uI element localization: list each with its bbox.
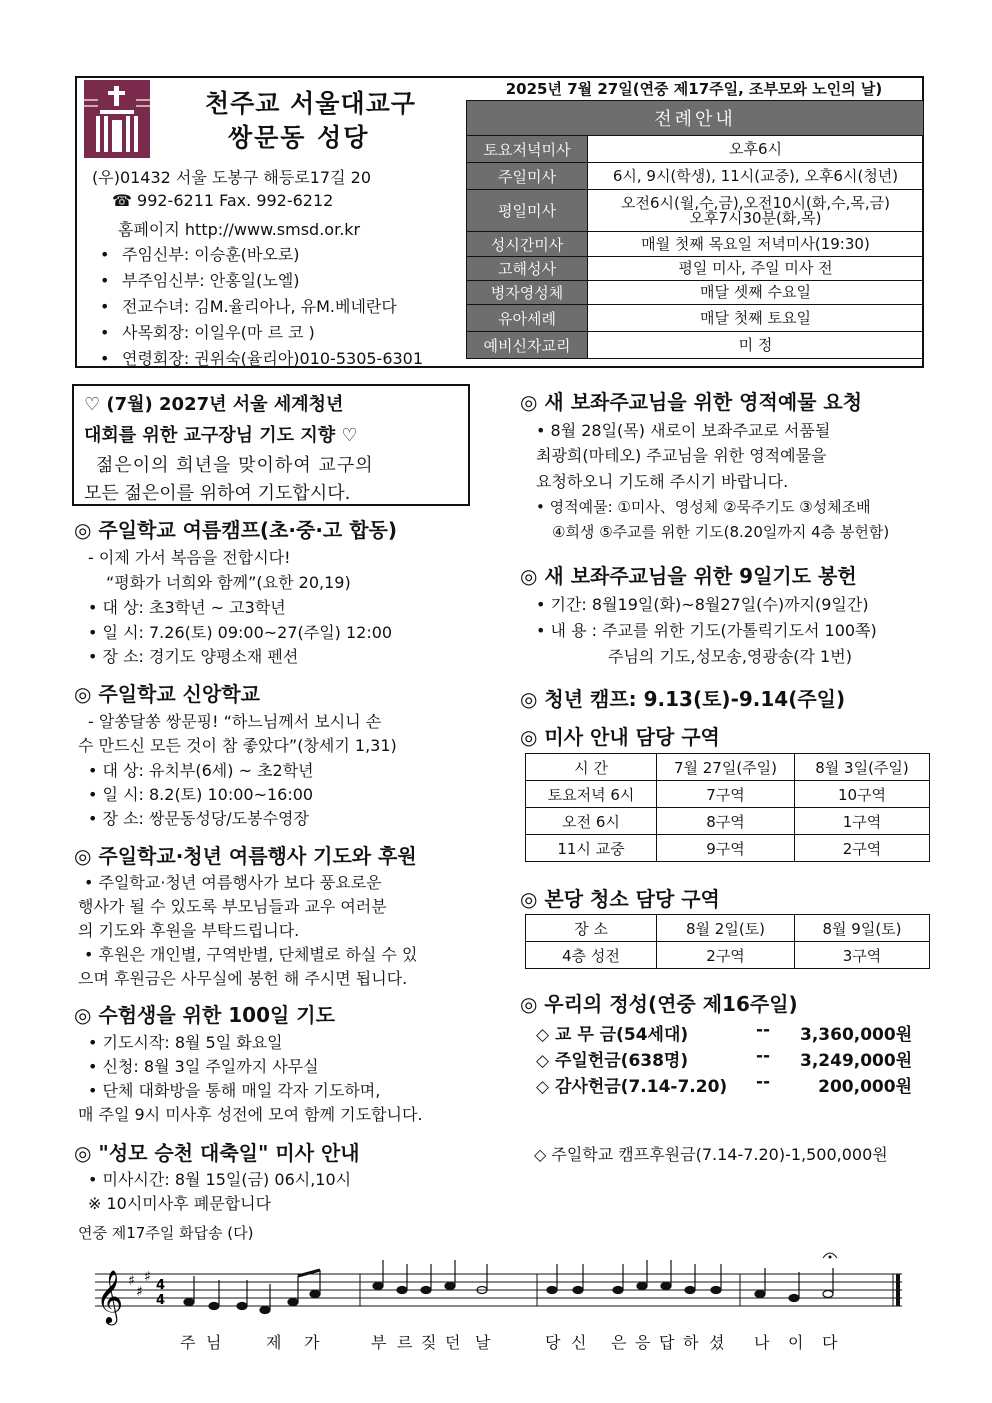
prayer-intention-title: 대회를 위한 교구장님 기도 지향 ♡ <box>84 425 358 446</box>
section-line: • 대 상: 초3학년 ~ 고3학년 <box>88 598 286 617</box>
homepage: 홈페이지 http://www.smsd.or.kr <box>118 220 361 239</box>
section-line: • 기간: 8월19일(화)~8월27일(수)까지(9일간) <box>536 595 869 614</box>
svg-text:♯: ♯ <box>144 1269 151 1285</box>
offering-amount: 3,360,000원 <box>800 1025 913 1045</box>
section-line: - 이제 가서 복음을 전합시다! <box>88 548 291 567</box>
lyric-syllable: 날 <box>475 1333 491 1352</box>
lyric-syllable: 가 <box>304 1333 320 1352</box>
staff-item: • 연령회장: 권위숙(율리아)010-5305-6301 <box>100 349 424 368</box>
liturgy-value: 매달 첫째 토요일 <box>588 305 924 332</box>
section-line: • 신청: 8월 3일 주일까지 사무실 <box>88 1057 319 1076</box>
section-title: ◎ 주일학교 여름캠프(초·중·고 합동) <box>74 518 397 542</box>
section-title: ◎ 수험생을 위한 100일 기도 <box>74 1003 335 1027</box>
section-title: ◎ 청년 캠프: 9.13(토)-9.14(주일) <box>520 687 846 711</box>
parish-title-name: 쌍문동 성당 <box>228 123 370 152</box>
section-line: • 대 상: 유치부(6세) ~ 초2학년 <box>88 761 314 780</box>
svg-text:♯: ♯ <box>128 1273 135 1289</box>
section-line: 매 주일 9시 미사후 성전에 모여 함께 기도합니다. <box>78 1105 423 1124</box>
table-cell: 1구역 <box>795 808 930 835</box>
offering-label: ◇ 감사헌금(7.14-7.20) <box>536 1077 728 1097</box>
section-line: 의 기도와 후원을 부탁드립니다. <box>78 921 300 940</box>
offering-amount: 3,249,000원 <box>800 1051 913 1071</box>
liturgy-value: 오후6시 <box>588 136 924 163</box>
cleaning-table <box>525 914 930 969</box>
mass-guide-table <box>525 753 930 862</box>
offering-separator: -- <box>756 1020 771 1040</box>
liturgy-label: 평일미사 <box>467 190 588 232</box>
section-line: • 일 시: 8.2(토) 10:00~16:00 <box>88 785 314 804</box>
lyric-syllable: 주 <box>180 1333 196 1352</box>
staff-item: • 주임신부: 이승훈(바오로) <box>100 245 300 264</box>
table-header: 시 간 <box>526 754 657 781</box>
section-line: • 후원은 개인별, 구역반별, 단체별로 하실 수 있 <box>84 945 418 964</box>
liturgy-heading: 전례안내 <box>467 101 924 136</box>
table-header: 7월 27일(주일) <box>657 754 795 781</box>
section-line: - 알쏭달쏭 쌍문핑! “하느님께서 보시니 손 <box>88 712 382 731</box>
lyric-syllable: 신 <box>571 1333 587 1352</box>
section-line: • 영적예물: ①미사、영성체 ②묵주기도 ③성체조배 <box>536 498 871 516</box>
staff-item: • 사목회장: 이일우(마 르 코 ) <box>100 323 315 342</box>
lyric-syllable: 답 <box>659 1333 675 1352</box>
section-title: ◎ 새 보좌주교님을 위한 영적예물 요청 <box>520 390 863 414</box>
lyric-syllable: 나 <box>754 1333 770 1352</box>
lyric-syllable: 던 <box>445 1333 461 1352</box>
liturgy-label: 주일미사 <box>467 163 588 190</box>
parish-title-diocese: 천주교 서울대교구 <box>205 89 416 118</box>
staff-item: • 전교수녀: 김M.율리아나, 유M.베네란다 <box>100 297 397 316</box>
section-line: 요청하오니 기도해 주시기 바랍니다. <box>536 472 789 491</box>
offering-label: ◇ 주일헌금(638명) <box>536 1051 689 1071</box>
table-cell: 2구역 <box>657 942 795 969</box>
prayer-intention-text: 젊은이의 희년을 맞이하여 교구의 <box>96 455 374 476</box>
section-title: ◎ 미사 안내 담당 구역 <box>520 725 720 749</box>
lyric-syllable: 짖 <box>421 1333 437 1352</box>
table-cell: 4층 성전 <box>526 942 657 969</box>
liturgy-label: 유아세례 <box>467 305 588 332</box>
liturgy-value: 매달 셋째 수요일 <box>588 281 924 305</box>
svg-text:4: 4 <box>156 1293 166 1308</box>
lyric-syllable: 셨 <box>709 1333 725 1352</box>
offering-separator: -- <box>756 1072 771 1092</box>
section-line: • 기도시작: 8월 5일 화요일 <box>88 1033 283 1052</box>
table-cell: 7구역 <box>657 781 795 808</box>
table-cell: 2구역 <box>795 835 930 862</box>
svg-text:𝄞: 𝄞 <box>96 1269 124 1323</box>
offering-label: ◇ 교 무 금(54세대) <box>536 1025 689 1045</box>
table-cell: 9구역 <box>657 835 795 862</box>
section-line: “평화가 너희와 함께”(요한 20,19) <box>106 573 351 592</box>
section-line: • 일 시: 7.26(토) 09:00~27(주일) 12:00 <box>88 623 393 642</box>
offering-amount: 200,000원 <box>818 1077 912 1097</box>
table-cell: 오전 6시 <box>526 808 657 835</box>
lyric-syllable: 제 <box>266 1333 282 1352</box>
svg-text:4: 4 <box>156 1278 166 1293</box>
lyric-syllable: 당 <box>545 1333 561 1352</box>
svg-text:♯: ♯ <box>136 1284 143 1300</box>
table-header: 장 소 <box>526 915 657 942</box>
liturgy-label: 고해성사 <box>467 257 588 281</box>
liturgy-label: 성시간미사 <box>467 232 588 257</box>
phone-fax: ☎ 992-6211 Fax. 992-6212 <box>112 191 334 210</box>
lyric-syllable: 부 <box>371 1333 387 1352</box>
lyric-syllable: 이 <box>788 1333 804 1352</box>
bulletin-date: 2025년 7월 27일(연중 제17주일, 조부모와 노인의 날) <box>505 80 883 98</box>
section-line: 주님의 기도,성모송,영광송(각 1번) <box>608 647 852 666</box>
section-line: • 장 소: 경기도 양평소재 펜션 <box>88 647 299 666</box>
psalm-title: 연중 제17주일 화답송 (다) <box>78 1224 254 1242</box>
prayer-intention-title: ♡ (7월) 2027년 서울 세계청년 <box>84 394 344 415</box>
section-line: ④희생 ⑤주교를 위한 기도(8.20일까지 4층 봉헌함) <box>552 523 890 541</box>
lyric-syllable: 다 <box>822 1333 838 1352</box>
lyric-syllable: 하 <box>683 1333 699 1352</box>
lyric-syllable: 르 <box>397 1333 413 1352</box>
section-line: • 8월 28일(목) 새로이 보좌주교로 서품될 <box>536 421 831 440</box>
section-title: ◎ 우리의 정성(연중 제16주일) <box>520 992 798 1016</box>
liturgy-value: 평일 미사, 주일 미사 전 <box>588 257 924 281</box>
section-line: • 장 소: 쌍문동성당/도봉수영장 <box>88 809 309 828</box>
section-line: ※ 10시미사후 폐문합니다 <box>88 1194 272 1213</box>
section-line: 으며 후원금은 사무실에 봉헌 해 주시면 됩니다. <box>78 969 408 988</box>
section-line: • 미사시간: 8월 15일(금) 06시,10시 <box>88 1170 352 1189</box>
staff-item: • 부주임신부: 안홍일(노엘) <box>100 271 300 290</box>
liturgy-value: 6시, 9시(학생), 11시(교중), 오후6시(청년) <box>588 163 924 190</box>
section-line: • 내 용 : 주교를 위한 기도(가톨릭기도서 100쪽) <box>536 621 877 640</box>
table-header: 8월 3일(주일) <box>795 754 930 781</box>
lyric-syllable: 님 <box>206 1333 222 1352</box>
section-line: • 주일학교·청년 여름행사가 보다 풍요로운 <box>84 873 382 892</box>
lyric-syllable: 응 <box>635 1333 651 1352</box>
section-title: ◎ 주일학교 신앙학교 <box>74 682 260 706</box>
section-title: ◎ "성모 승천 대축일" 미사 안내 <box>74 1141 360 1165</box>
table-header: 8월 2일(토) <box>657 915 795 942</box>
camp-support-line: ◇ 주일학교 캠프후원금(7.14-7.20)-1,500,000원 <box>534 1145 888 1164</box>
table-cell: 11시 교중 <box>526 835 657 862</box>
section-line: • 단체 대화방을 통해 매일 각자 기도하며, <box>88 1081 381 1100</box>
parish-logo <box>84 80 150 158</box>
section-title: ◎ 본당 청소 담당 구역 <box>520 887 720 911</box>
liturgy-label: 병자영성체 <box>467 281 588 305</box>
liturgy-value: 매월 첫째 목요일 저녁미사(19:30) <box>588 232 924 257</box>
liturgy-table <box>466 100 924 359</box>
offering-separator: -- <box>756 1046 771 1066</box>
liturgy-label: 예비신자교리 <box>467 332 588 359</box>
section-title: ◎ 주일학교·청년 여름행사 기도와 후원 <box>74 844 417 868</box>
section-line: 행사가 될 수 있도록 부모님들과 교우 여러분 <box>78 897 387 916</box>
table-cell: 토요저녁 6시 <box>526 781 657 808</box>
section-line: 최광희(마테오) 주교님을 위한 영적예물을 <box>536 446 827 465</box>
liturgy-label: 토요저녁미사 <box>467 136 588 163</box>
prayer-intention-text: 모든 젊은이를 위하여 기도합시다. <box>84 483 351 504</box>
table-header: 8월 9일(토) <box>795 915 930 942</box>
table-cell: 3구역 <box>795 942 930 969</box>
table-cell: 8구역 <box>657 808 795 835</box>
section-line: 수 만드신 모든 것이 참 좋았다”(창세기 1,31) <box>78 736 397 755</box>
liturgy-value: 오전6시(월,수,금),오전10시(화,수,목,금) 오후7시30분(화,목) <box>588 190 924 232</box>
address: (우)01432 서울 도봉구 해등로17길 20 <box>92 168 372 187</box>
lyric-syllable: 은 <box>611 1333 627 1352</box>
table-cell: 10구역 <box>795 781 930 808</box>
liturgy-value: 미 정 <box>588 332 924 359</box>
section-title: ◎ 새 보좌주교님을 위한 9일기도 봉헌 <box>520 564 857 588</box>
